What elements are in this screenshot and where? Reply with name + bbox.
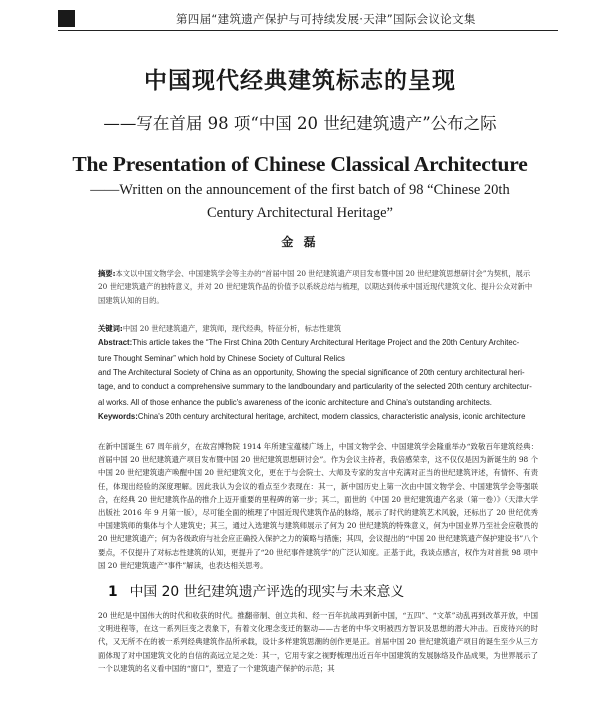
- author-name: 金 磊: [281, 235, 319, 249]
- chinese-subtitle: ——写在首届 98 项“中国 20 世纪建筑遗产”公布之际: [103, 114, 497, 133]
- section-heading: [108, 580, 404, 600]
- english-abstract-line: and The Architectural Society of China as an opportunity, Showing the special significance of 20th century architectural heri-: [98, 368, 525, 377]
- english-subtitle-line-1: ——Written on the announcement of the first batch of 98 “Chinese 20th: [90, 182, 510, 198]
- english-subtitle-line-2: Century Architectural Heritage”: [206, 205, 393, 221]
- chinese-abstract-label: 摘要:: [98, 269, 116, 278]
- english-title: The Presentation of Chinese Classical Architecture: [72, 152, 528, 176]
- chinese-keywords-label: 关键词:: [98, 324, 123, 333]
- header-marker: [58, 10, 75, 27]
- english-keywords: [98, 412, 525, 421]
- english-keywords-text: China's 20th century architectural heritage, architect, modern classics, characteristic analysis, iconic architecture: [137, 412, 526, 421]
- english-abstract-line: ture Thought Seminar” which hold by Chinese Society of Cultural Relics: [98, 354, 345, 363]
- chinese-title: 中国现代经典建筑标志的呈现: [144, 68, 456, 94]
- section-title: 中国 20 世纪建筑遗产评选的现实与未来意义: [129, 584, 405, 600]
- english-abstract-text: This article takes the “The First China 20th Century Architectural Heritage Project and the 20th Century Architec-: [132, 338, 520, 347]
- english-abstract-label: Abstract:: [98, 338, 133, 347]
- chinese-abstract: [98, 267, 538, 307]
- english-abstract-line: tage, and to conduct a comprehensive summary to the landboundary and particularity of the selected 20th century architectur-: [98, 382, 532, 391]
- intro-paragraph: 在新中国诞生 67 周年前夕，在故宫博物院 1914 年所建宝蕴楼广场上，中国文物学会、中国建筑学会隆重举办“致敬百年建筑经典：首届中国 20 世纪建筑遗产项目发布暨中国 20 世纪建筑思想研讨会”。作为会议主持者，我倍感荣幸，这不仅仅是因为新诞生的 98 个中国 20 世纪建筑遗产唤醒中国 20 世纪建筑文化，更在于与会院士、大师及专家的发言中充满对正当的世纪建筑评述，有情怀、有责任，体现出经验的深度理解。因此我认为会议的看点至少表现在：其一，新中国历史上第一次由中国文物学会、中国建筑学会等强联合，在经典 20 世纪建筑作品的推介上迈开重要的里程碑的第一步；其二，面世的《中国 20 世纪建筑遗产名录（第一卷）》（天津大学出版社 2016 年 9 月第一版），尽可能全面的梳理了中国近现代建筑作品的脉络，展示了时代的建筑艺术风貌，还标出了 20 世纪优秀中国建筑师的集体与个人建筑史；其三，通过入选建筑与建筑师展示了何为 20 世纪建筑的特殊意义，何为中国业界乃至社会应敬畏的 20 世纪建筑遗产；何为各级政府与社会应正确投入保护之力的策略与措施；其四，会议提出的“中国 20 世纪建筑遗产保护建设书”八个要点，不仅提升了对标志性建筑的认知，更提升了“20 世纪事件建筑学”的广泛认知度。正基于此，我谈点感言，权作为对首批 98 项中国 20 世纪建筑遗产“事件”解读，也表达相关思考。: [98, 442, 538, 570]
- running-header: [58, 8, 558, 31]
- english-abstract-line: [98, 338, 519, 347]
- section-number: 1: [108, 584, 118, 600]
- english-abstract-line: al works. All of those enhance the public's awareness of the iconic architecture and China's outstanding architects.: [98, 398, 492, 407]
- chinese-keywords-text: 中国 20 世纪建筑遗产，建筑师，现代经典，特征分析，标志性建筑: [122, 324, 342, 333]
- chinese-abstract-text: 本文以中国文物学会、中国建筑学会等主办的“首届中国 20 世纪建筑遗产项目发布暨中国 20 世纪建筑思想研讨会”为契机，展示 20 世纪建筑遗产的独特意义，并对 20 世纪建筑作品的价值予以系统总结与梳理，以期达到传承中国近现代建筑文化、提升公众对新中国建筑认知的目的。: [98, 269, 533, 305]
- english-keywords-label: Keywords:: [98, 412, 138, 421]
- journal-title: 第四届“建筑遗产保护与可持续发展·天津”国际会议论文集: [176, 12, 476, 26]
- chinese-keywords: [98, 322, 538, 335]
- section-paragraph: 20 世纪是中国伟大的时代和收获的时代。推翻帝制、创立共和、经一百年抗战再到新中国，“五四”、“文革”动乱再到改革开放，中国文明进程等，在这一系列巨变之表象下，有着文化理念变迁的躯动——古老的中华文明被西方智识及思想的潜大冲击。百废待兴的时代，又无所不在的被一系列经典建筑作品所承载，设计多样建筑思潮的创作更是正。首届中国 20 世纪建筑遗产项目的诞生至少从三方面体现了对中国建筑文化的自信的高远立足之处：其一，它用专家之视野梳理出近百年中国建筑的发展脉络及作品成果，为世界展示了一个以建筑的名义看中国的“窗口”，塑造了一个建筑遗产保护的示范；其: [98, 611, 538, 673]
